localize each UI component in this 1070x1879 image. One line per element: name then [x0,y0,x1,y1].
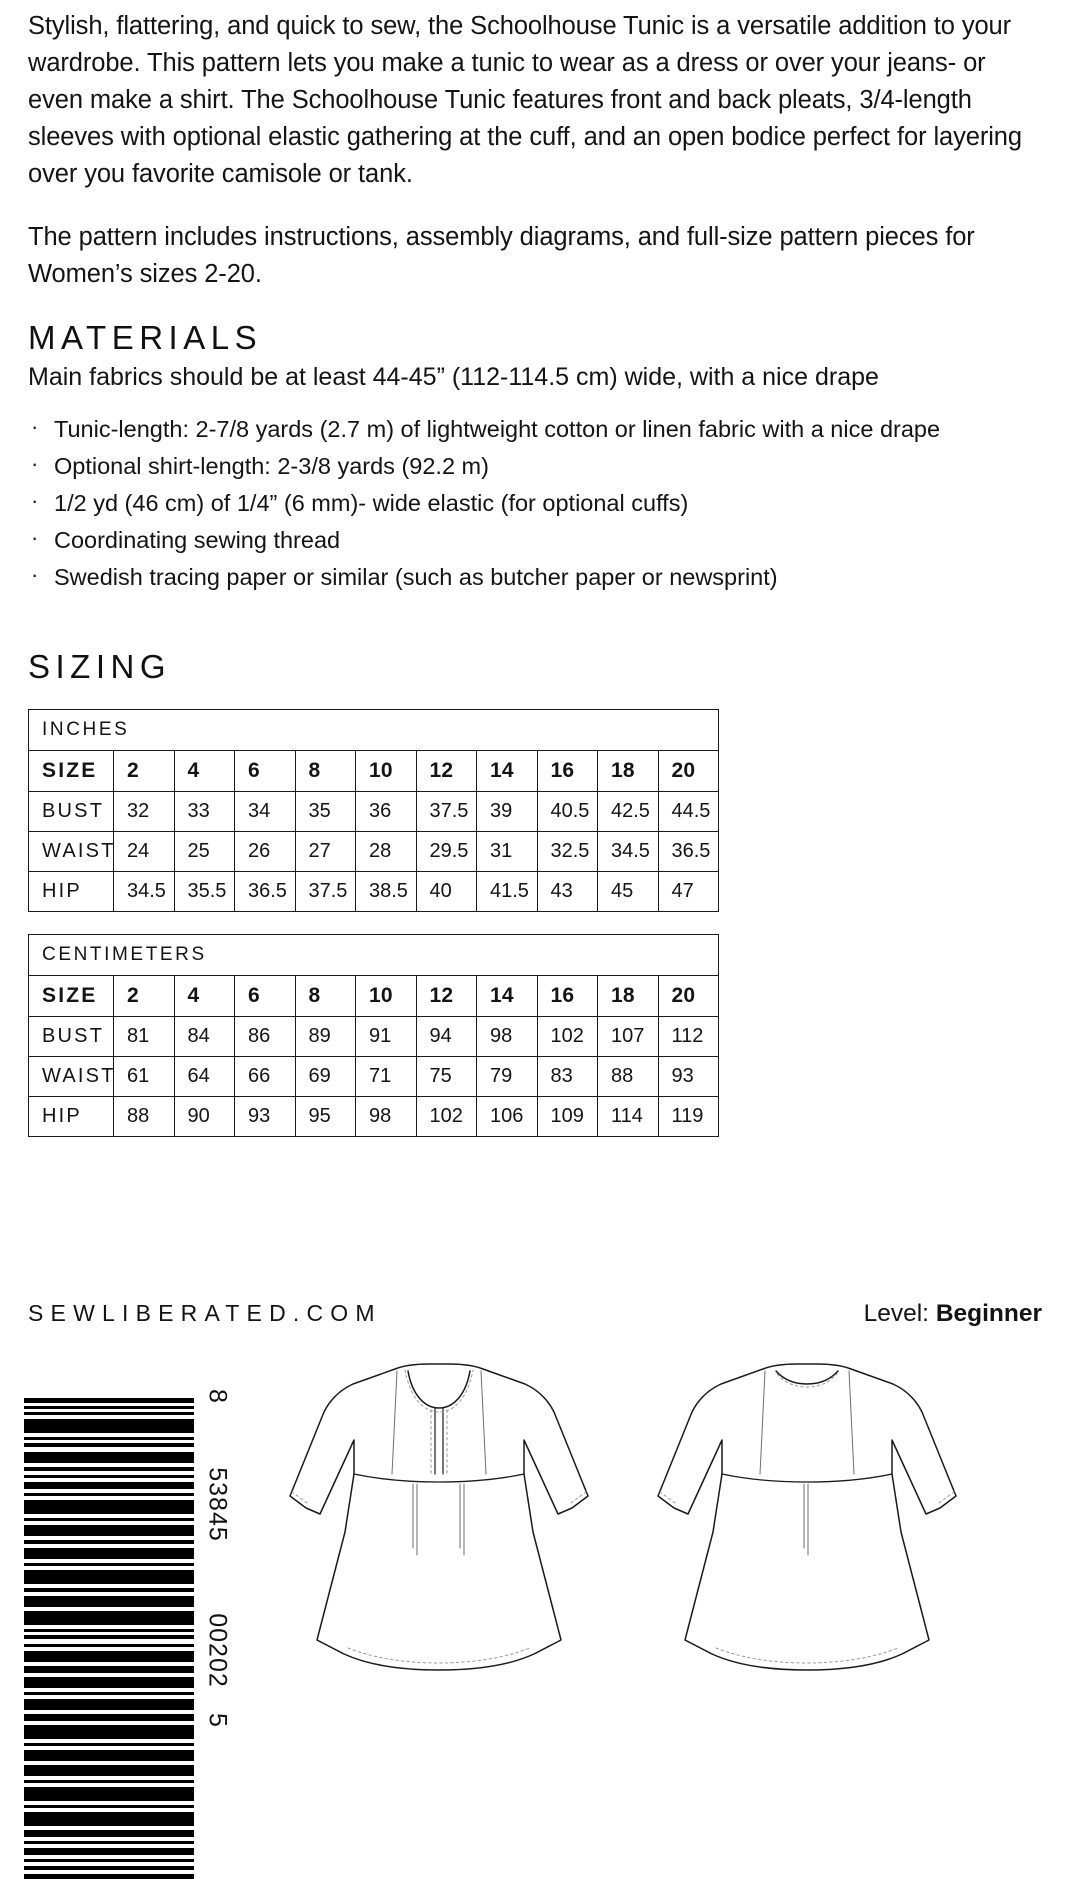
column-header-size: SIZE [29,750,114,791]
column-header-size-4: 4 [174,975,235,1016]
barcode-bar [24,1725,194,1739]
cell-waist-size-6: 66 [235,1056,296,1096]
materials-section [28,319,1042,592]
column-header-size-8: 8 [295,750,356,791]
cell-hip-size-16: 109 [537,1096,598,1136]
sizing-heading: SIZING [28,647,172,685]
materials-heading: MATERIALS [28,319,263,356]
cell-bust-size-4: 84 [174,1016,235,1056]
column-header-size-4: 4 [174,750,235,791]
cell-waist-size-12: 29.5 [416,831,477,871]
materials-subheading: Main fabrics should be at least 44-45” (112-114.5 cm) wide, with a nice drape [28,362,879,391]
table-unit-row [29,709,719,750]
barcode-bar [24,1635,194,1639]
barcode-bar [24,1419,194,1433]
barcode-bar [24,1848,194,1855]
column-header-size-10: 10 [356,975,417,1016]
cell-waist-size-10: 71 [356,1056,417,1096]
cell-hip-size-6: 36.5 [235,871,296,911]
barcode-bar [24,1629,194,1632]
cell-waist-size-4: 25 [174,831,235,871]
cell-waist-size-8: 27 [295,831,356,871]
table-unit-row [29,934,719,975]
table-row [29,831,719,871]
barcode-bar [24,1596,194,1607]
intro-section [28,0,1042,293]
intro-paragraph-1: Stylish, flattering, and quick to sew, the Schoolhouse Tunic is a versatile addition to your wardrobe. This pattern lets you make a tunic to wear as a dress or over your jeans- or even make a shirt. The Schoolhouse Tunic features front and back pleats, 3/4-length sleeves with optional elastic gathering at the cuff, and an open bodice perfect for layering over you favorite camisole or tank. [28,12,1022,188]
cell-bust-size-18: 42.5 [598,791,659,831]
column-header-size-14: 14 [477,975,538,1016]
skill-level-label: Level: [863,1300,929,1327]
cell-waist-size-2: 24 [114,831,175,871]
list-item [28,451,1042,481]
barcode-bar [24,1475,194,1478]
cell-waist-size-18: 88 [598,1056,659,1096]
barcode-bars [24,1398,194,1708]
barcode-bar [24,1787,194,1801]
cell-bust-size-6: 86 [235,1016,296,1056]
row-label-bust: BUST [29,791,114,831]
barcode-bar [24,1398,194,1403]
cell-bust-size-12: 94 [416,1016,477,1056]
table-row [29,1096,719,1136]
barcode-bar [24,1841,194,1844]
sizing-table-centimeters [28,934,719,1137]
barcode-bar [24,1525,194,1536]
cell-bust-size-6: 34 [235,791,296,831]
barcode-bar [24,1570,194,1584]
table-header-row [29,750,719,791]
barcode-bar [24,1714,194,1721]
cell-bust-size-8: 89 [295,1016,356,1056]
tunic-back-technical-flat [640,1362,970,1724]
column-header-size-18: 18 [598,975,659,1016]
column-header-size-14: 14 [477,750,538,791]
cell-bust-size-2: 81 [114,1016,175,1056]
skill-level [864,1300,1042,1328]
table-row [29,1016,719,1056]
barcode-digit-group-1: 53845 [203,1467,232,1542]
cell-hip-size-6: 93 [235,1096,296,1136]
bullet-icon: · [31,450,39,476]
cell-hip-size-10: 98 [356,1096,417,1136]
column-header-size-16: 16 [537,750,598,791]
row-label-waist: WAIST [29,831,114,871]
sizing-section [28,648,1042,1137]
barcode-bar [24,1750,194,1761]
cell-waist-size-20: 93 [658,1056,719,1096]
cell-bust-size-12: 37.5 [416,791,477,831]
materials-list [28,414,1042,592]
cell-waist-size-6: 26 [235,831,296,871]
cell-hip-size-18: 45 [598,871,659,911]
barcode-bar [24,1500,194,1514]
list-item-label: Tunic-length: 2-7/8 yards (2.7 m) of lightweight cotton or linen fabric with a nice drape [54,415,941,442]
cell-hip-size-8: 37.5 [295,871,356,911]
cell-bust-size-20: 112 [658,1016,719,1056]
table-row [29,1056,719,1096]
brand-website[interactable]: SEWLIBERATED.COM [28,1300,382,1326]
cell-hip-size-2: 88 [114,1096,175,1136]
cell-waist-size-2: 61 [114,1056,175,1096]
barcode-bar [24,1482,194,1489]
barcode-bar [24,1692,194,1695]
barcode-bar [24,1467,194,1471]
cell-hip-size-4: 35.5 [174,871,235,911]
skill-level-value: Beginner [935,1300,1042,1327]
footer [28,1300,1042,1328]
barcode-bar [24,1866,194,1870]
cell-bust-size-10: 36 [356,791,417,831]
column-header-size-10: 10 [356,750,417,791]
row-label-hip: HIP [29,1096,114,1136]
column-header-size: SIZE [29,975,114,1016]
cell-waist-size-14: 79 [477,1056,538,1096]
cell-hip-size-18: 114 [598,1096,659,1136]
barcode-bar [24,1540,194,1544]
row-label-waist: WAIST [29,1056,114,1096]
barcode-bar [24,1805,194,1808]
bullet-icon: · [31,413,39,439]
list-item [28,562,1042,592]
list-item-label: Swedish tracing paper or similar (such as butcher paper or newsprint) [54,563,778,590]
cell-hip-size-2: 34.5 [114,871,175,911]
cell-bust-size-16: 102 [537,1016,598,1056]
column-header-size-6: 6 [235,750,296,791]
barcode-digit-last: 5 [203,1713,232,1728]
cell-waist-size-20: 36.5 [658,831,719,871]
cell-waist-size-14: 31 [477,831,538,871]
bottom-artwork-band [0,1368,1070,1730]
cell-hip-size-20: 119 [658,1096,719,1136]
cell-waist-size-16: 32.5 [537,831,598,871]
bullet-icon: · [31,524,39,550]
bullet-icon: · [31,561,39,587]
barcode-bar [24,1812,194,1826]
cell-hip-size-14: 106 [477,1096,538,1136]
barcode-bar [24,1666,194,1673]
list-item-label: 1/2 yd (46 cm) of 1/4” (6 mm)- wide elastic (for optional cuffs) [54,489,689,516]
cell-hip-size-14: 41.5 [477,871,538,911]
cell-waist-size-8: 69 [295,1056,356,1096]
table-row [29,791,719,831]
column-header-size-12: 12 [416,750,477,791]
cell-bust-size-10: 91 [356,1016,417,1056]
barcode-bar [24,1611,194,1625]
column-header-size-6: 6 [235,975,296,1016]
sizing-tables-host [28,709,1042,1137]
cell-hip-size-4: 90 [174,1096,235,1136]
cell-bust-size-14: 39 [477,791,538,831]
table-header-row [29,975,719,1016]
cell-waist-size-16: 83 [537,1056,598,1096]
barcode-bar [24,1859,194,1862]
cell-hip-size-8: 95 [295,1096,356,1136]
table-row [29,871,719,911]
barcode-digit-group-2: 00202 [203,1613,232,1688]
cell-bust-size-8: 35 [295,791,356,831]
cell-bust-size-16: 40.5 [537,791,598,831]
barcode-bar [24,1437,194,1440]
cell-bust-size-2: 32 [114,791,175,831]
column-header-size-18: 18 [598,750,659,791]
cell-waist-size-12: 75 [416,1056,477,1096]
list-item-label: Coordinating sewing thread [54,526,341,553]
list-item [28,488,1042,518]
column-header-size-20: 20 [658,975,719,1016]
barcode-bar [24,1406,194,1409]
bullet-icon: · [31,487,39,513]
barcode-bar [24,1830,194,1837]
barcode-bar [24,1644,194,1647]
cell-bust-size-4: 33 [174,791,235,831]
barcode-bar [24,1765,194,1776]
barcode-bar [24,1563,194,1566]
barcode [18,1368,248,1730]
barcode-bar [24,1699,194,1710]
table-unit-label: CENTIMETERS [29,934,719,975]
cell-bust-size-14: 98 [477,1016,538,1056]
column-header-size-8: 8 [295,975,356,1016]
column-header-size-2: 2 [114,750,175,791]
sizing-table-inches [28,709,719,912]
barcode-bar [24,1443,194,1447]
barcode-digit-first: 8 [203,1389,232,1404]
cell-hip-size-20: 47 [658,871,719,911]
cell-hip-size-10: 38.5 [356,871,417,911]
cell-waist-size-4: 64 [174,1056,235,1096]
barcode-bar [24,1874,194,1879]
barcode-bar [24,1677,194,1688]
cell-hip-size-12: 102 [416,1096,477,1136]
row-label-hip: HIP [29,871,114,911]
list-item [28,525,1042,555]
list-item-label: Optional shirt-length: 2-3/8 yards (92.2 m) [54,452,489,479]
barcode-bar [24,1588,194,1592]
barcode-bar [24,1493,194,1496]
cell-bust-size-20: 44.5 [658,791,719,831]
row-label-bust: BUST [29,1016,114,1056]
intro-paragraph-2: The pattern includes instructions, assembly diagrams, and full-size pattern pieces for Women’s sizes 2-20. [28,223,975,288]
cell-hip-size-16: 43 [537,871,598,911]
barcode-digits [196,1368,238,1730]
barcode-bar [24,1412,194,1415]
cell-waist-size-10: 28 [356,831,417,871]
cell-hip-size-12: 40 [416,871,477,911]
cell-waist-size-18: 34.5 [598,831,659,871]
column-header-size-2: 2 [114,975,175,1016]
cell-bust-size-18: 107 [598,1016,659,1056]
column-header-size-20: 20 [658,750,719,791]
barcode-bar [24,1548,194,1559]
table-unit-label: INCHES [29,709,719,750]
barcode-bar [24,1452,194,1463]
column-header-size-12: 12 [416,975,477,1016]
barcode-bar [24,1780,194,1783]
column-header-size-16: 16 [537,975,598,1016]
barcode-bar [24,1743,194,1746]
barcode-bar [24,1651,194,1662]
list-item [28,414,1042,444]
tunic-front-technical-flat [272,1362,602,1724]
barcode-bar [24,1518,194,1521]
